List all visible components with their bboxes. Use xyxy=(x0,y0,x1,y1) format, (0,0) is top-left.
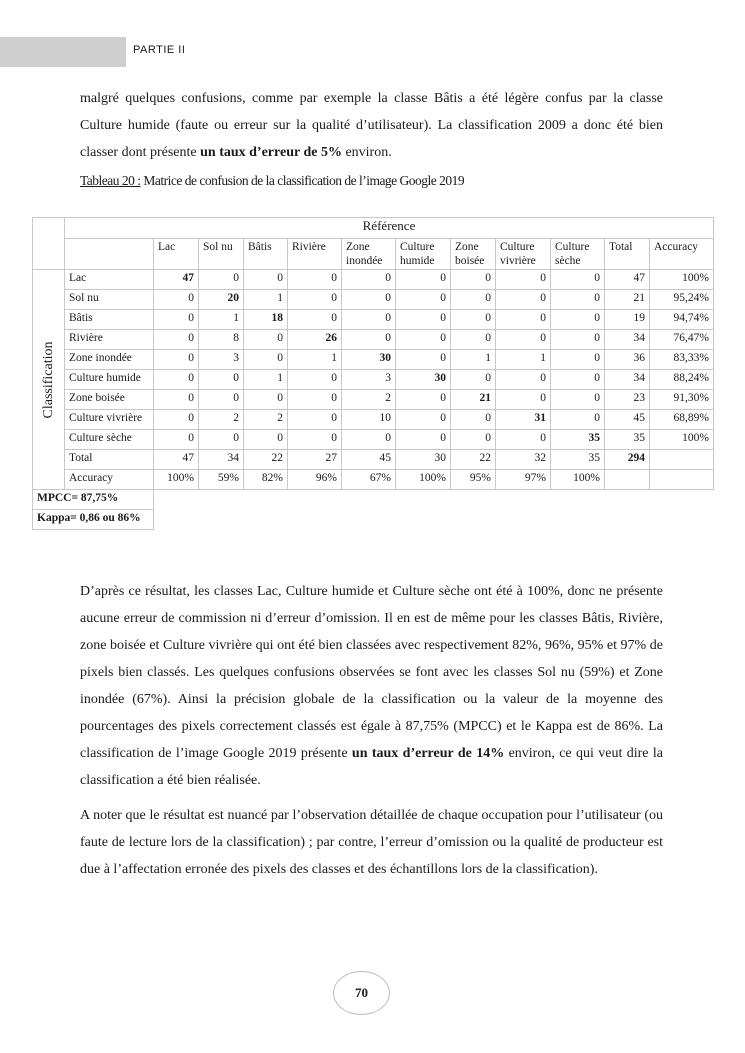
classification-axis-label xyxy=(33,270,65,490)
table-cell: 34 xyxy=(605,370,650,390)
table-cell: 0 xyxy=(342,430,396,450)
table-row xyxy=(33,350,714,370)
table-cell: 0 xyxy=(288,310,342,330)
table-cell: 19 xyxy=(605,310,650,330)
table-cell: 91,30% xyxy=(650,390,714,410)
caption-label: Tableau 20 : xyxy=(80,173,141,188)
table-cell: 0 xyxy=(451,410,496,430)
column-header: Lac xyxy=(154,239,199,270)
table-cell: 35 xyxy=(551,430,605,450)
table-cell: 0 xyxy=(199,370,244,390)
table-row xyxy=(33,330,714,350)
results-text: D’après ce résultat, les classes Lac, Culture humide et Culture sèche ont été à 100%, donc ne présente aucune erreur de commission ni d’erreur d’omission. Il en est de même pour les classes Bâtis, Rivière, zone boisée et Culture vivrière qui ont été bien classées avec respectivement 82%, 96%, 95% et 97% de pixels bien classés. Les quelques confusions observées se font avec les classes Sol nu (59%) et Zone inondée (67%). Ainsi la précision globale de la classification ou la valeur de la moyenne des pourcentages des pixels correctement classés est égale à 87,75% (MPCC) et le Kappa est de 86%. La classification de l’image Google 2019 présente xyxy=(80,584,663,761)
table-cell: 0 xyxy=(451,430,496,450)
table-cell: 0 xyxy=(154,430,199,450)
table-cell: 100% xyxy=(154,470,199,490)
table-cell: 100% xyxy=(551,470,605,490)
table-cell: 22 xyxy=(244,450,288,470)
table-row xyxy=(33,370,714,390)
table-cell: 97% xyxy=(496,470,551,490)
intro-text: malgré quelques confusions, comme par exemple la classe Bâtis a été légère confus par la classe Culture humide (faute ou erreur sur la qualité d’utilisateur). La classification 2009 a donc été bien classer dont présente xyxy=(80,91,663,160)
row-label: Lac xyxy=(65,270,154,290)
table-cell: 83,33% xyxy=(650,350,714,370)
results-paragraph xyxy=(80,578,663,794)
page-number: 70 xyxy=(333,971,390,1015)
section-label: PARTIE II xyxy=(133,44,186,56)
table-cell: 34 xyxy=(605,330,650,350)
row-label: Sol nu xyxy=(65,290,154,310)
table-cell: 0 xyxy=(496,330,551,350)
table-cell: 0 xyxy=(244,270,288,290)
table-cell: 0 xyxy=(451,270,496,290)
table-row xyxy=(33,310,714,330)
table-cell: 0 xyxy=(342,330,396,350)
table-cell: 26 xyxy=(288,330,342,350)
column-header: Culture sèche xyxy=(551,239,605,270)
table-caption xyxy=(80,173,464,189)
row-label: Culture humide xyxy=(65,370,154,390)
stat-row xyxy=(33,510,714,530)
table-cell: 3 xyxy=(342,370,396,390)
table-cell: 68,89% xyxy=(650,410,714,430)
table-cell: 3 xyxy=(199,350,244,370)
table-cell: 0 xyxy=(551,390,605,410)
table-cell: 0 xyxy=(551,330,605,350)
table-cell: 0 xyxy=(396,430,451,450)
table-cell: 2 xyxy=(342,390,396,410)
table-cell: 45 xyxy=(342,450,396,470)
table-cell: 2 xyxy=(199,410,244,430)
table-cell: 0 xyxy=(451,370,496,390)
table-cell: 0 xyxy=(342,310,396,330)
table-cell: 100% xyxy=(396,470,451,490)
table-cell: 1 xyxy=(244,290,288,310)
table-cell: 59% xyxy=(199,470,244,490)
table-cell: 18 xyxy=(244,310,288,330)
table-cell: 0 xyxy=(396,270,451,290)
table-cell: 0 xyxy=(496,270,551,290)
table-cell: 0 xyxy=(154,310,199,330)
table-cell: 95,24% xyxy=(650,290,714,310)
row-label: Zone boisée xyxy=(65,390,154,410)
empty-space xyxy=(154,490,714,510)
column-header: Rivière xyxy=(288,239,342,270)
table-cell: 1 xyxy=(288,350,342,370)
results-bold: un taux d’erreur de 14% xyxy=(351,746,505,761)
table-cell: 95% xyxy=(451,470,496,490)
table-cell: 0 xyxy=(396,350,451,370)
table-cell: 34 xyxy=(199,450,244,470)
intro-bold: un taux d’erreur de 5% xyxy=(200,145,342,160)
column-header: Culture humide xyxy=(396,239,451,270)
table-cell: 0 xyxy=(396,390,451,410)
note-paragraph: A noter que le résultat est nuancé par l’observation détaillée de chaque occupation pour l’utilisateur (ou faute de lecture lors de la classification) ; par contre, l’erreur d’omission ou la qualité de producteur est due à l’affectation erronée des pixels des classes et des échantillons lors de la classification). xyxy=(80,808,663,877)
table-cell: 21 xyxy=(605,290,650,310)
table-cell: 32 xyxy=(496,450,551,470)
table-cell: 0 xyxy=(154,350,199,370)
table-cell: 0 xyxy=(451,310,496,330)
table-cell: 0 xyxy=(288,390,342,410)
table-cell: 0 xyxy=(551,350,605,370)
empty-space xyxy=(154,510,714,530)
table-cell: 0 xyxy=(288,430,342,450)
table-cell: 0 xyxy=(199,430,244,450)
row-label: Accuracy xyxy=(65,470,154,490)
table-cell: 47 xyxy=(605,270,650,290)
table-cell: 21 xyxy=(451,390,496,410)
table-cell: 1 xyxy=(199,310,244,330)
caption-text: Matrice de confusion de la classification de l’image Google 2019 xyxy=(140,173,465,188)
table-cell: 88,24% xyxy=(650,370,714,390)
stat-row xyxy=(33,490,714,510)
table-row xyxy=(33,390,714,410)
blank-header-cell xyxy=(65,239,154,270)
table-cell: 30 xyxy=(396,370,451,390)
table-cell: 30 xyxy=(342,350,396,370)
table-cell: 0 xyxy=(496,430,551,450)
header-bar xyxy=(0,37,126,67)
table-row xyxy=(33,430,714,450)
table-row xyxy=(33,470,714,490)
table-cell: 30 xyxy=(396,450,451,470)
row-label: Culture sèche xyxy=(65,430,154,450)
table-cell: 45 xyxy=(605,410,650,430)
table-row xyxy=(33,410,714,430)
corner-cell xyxy=(33,218,65,270)
table-cell: 22 xyxy=(451,450,496,470)
table-cell: 0 xyxy=(451,330,496,350)
table-cell: 0 xyxy=(244,330,288,350)
table-cell: 0 xyxy=(496,290,551,310)
row-label: Zone inondée xyxy=(65,350,154,370)
table-cell: 0 xyxy=(396,290,451,310)
table-cell: 47 xyxy=(154,450,199,470)
table-cell: 35 xyxy=(605,430,650,450)
mpcc-stat: MPCC= 87,75% xyxy=(33,490,154,510)
table-cell: 76,47% xyxy=(650,330,714,350)
table-cell: 1 xyxy=(451,350,496,370)
column-header: Culture vivrière xyxy=(496,239,551,270)
table-cell: 20 xyxy=(199,290,244,310)
table-cell: 0 xyxy=(154,370,199,390)
table-cell: 0 xyxy=(551,290,605,310)
table-cell: 94,74% xyxy=(650,310,714,330)
table-cell: 27 xyxy=(288,450,342,470)
table-cell: 8 xyxy=(199,330,244,350)
table-cell: 10 xyxy=(342,410,396,430)
table-cell: 0 xyxy=(154,390,199,410)
table-cell: 0 xyxy=(496,370,551,390)
table-row xyxy=(33,450,714,470)
table-cell: 0 xyxy=(199,270,244,290)
table-cell: 82% xyxy=(244,470,288,490)
table-cell: 36 xyxy=(605,350,650,370)
table-cell: 31 xyxy=(496,410,551,430)
table-cell: 100% xyxy=(650,430,714,450)
table-cell: 0 xyxy=(496,310,551,330)
table-cell: 1 xyxy=(496,350,551,370)
column-header: Total xyxy=(605,239,650,270)
intro-text-end: environ. xyxy=(341,145,392,160)
table-cell xyxy=(650,450,714,470)
table-cell: 0 xyxy=(342,290,396,310)
column-header: Zone inondée xyxy=(342,239,396,270)
table-cell: 0 xyxy=(154,410,199,430)
row-label: Bâtis xyxy=(65,310,154,330)
table-cell: 0 xyxy=(396,330,451,350)
reference-header: Référence xyxy=(65,218,714,239)
row-label: Total xyxy=(65,450,154,470)
table-cell: 1 xyxy=(244,370,288,390)
table-cell: 96% xyxy=(288,470,342,490)
table-cell: 0 xyxy=(244,350,288,370)
row-label: Culture vivrière xyxy=(65,410,154,430)
table-cell: 0 xyxy=(396,310,451,330)
column-header: Sol nu xyxy=(199,239,244,270)
table-cell: 0 xyxy=(496,390,551,410)
table-cell: 35 xyxy=(551,450,605,470)
table-cell: 47 xyxy=(154,270,199,290)
table-cell: 0 xyxy=(551,370,605,390)
column-header: Bâtis xyxy=(244,239,288,270)
row-label: Rivière xyxy=(65,330,154,350)
table-cell xyxy=(605,470,650,490)
table-cell: 100% xyxy=(650,270,714,290)
table-cell: 0 xyxy=(244,390,288,410)
table-cell: 0 xyxy=(154,330,199,350)
table-cell: 0 xyxy=(342,270,396,290)
table-cell xyxy=(650,470,714,490)
results-text-end: environ, ce qui veut dire la classification a été bien réalisée. xyxy=(80,746,663,788)
column-header: Zone boisée xyxy=(451,239,496,270)
table-cell: 0 xyxy=(288,270,342,290)
intro-paragraph xyxy=(80,85,663,166)
column-header: Accuracy xyxy=(650,239,714,270)
table-cell: 0 xyxy=(154,290,199,310)
confusion-matrix xyxy=(32,217,714,530)
table-cell: 23 xyxy=(605,390,650,410)
classification-label: Classification xyxy=(40,341,56,418)
table-cell: 0 xyxy=(551,410,605,430)
table-row xyxy=(33,270,714,290)
table-cell: 0 xyxy=(551,270,605,290)
table-cell: 0 xyxy=(288,410,342,430)
table-cell: 2 xyxy=(244,410,288,430)
table-row xyxy=(33,290,714,310)
table-cell: 0 xyxy=(396,410,451,430)
table-cell: 0 xyxy=(244,430,288,450)
table-cell: 0 xyxy=(451,290,496,310)
table-cell: 0 xyxy=(288,370,342,390)
table-cell: 294 xyxy=(605,450,650,470)
kappa-stat: Kappa= 0,86 ou 86% xyxy=(33,510,154,530)
table-cell: 0 xyxy=(199,390,244,410)
table-cell: 67% xyxy=(342,470,396,490)
table-cell: 0 xyxy=(551,310,605,330)
table-cell: 0 xyxy=(288,290,342,310)
